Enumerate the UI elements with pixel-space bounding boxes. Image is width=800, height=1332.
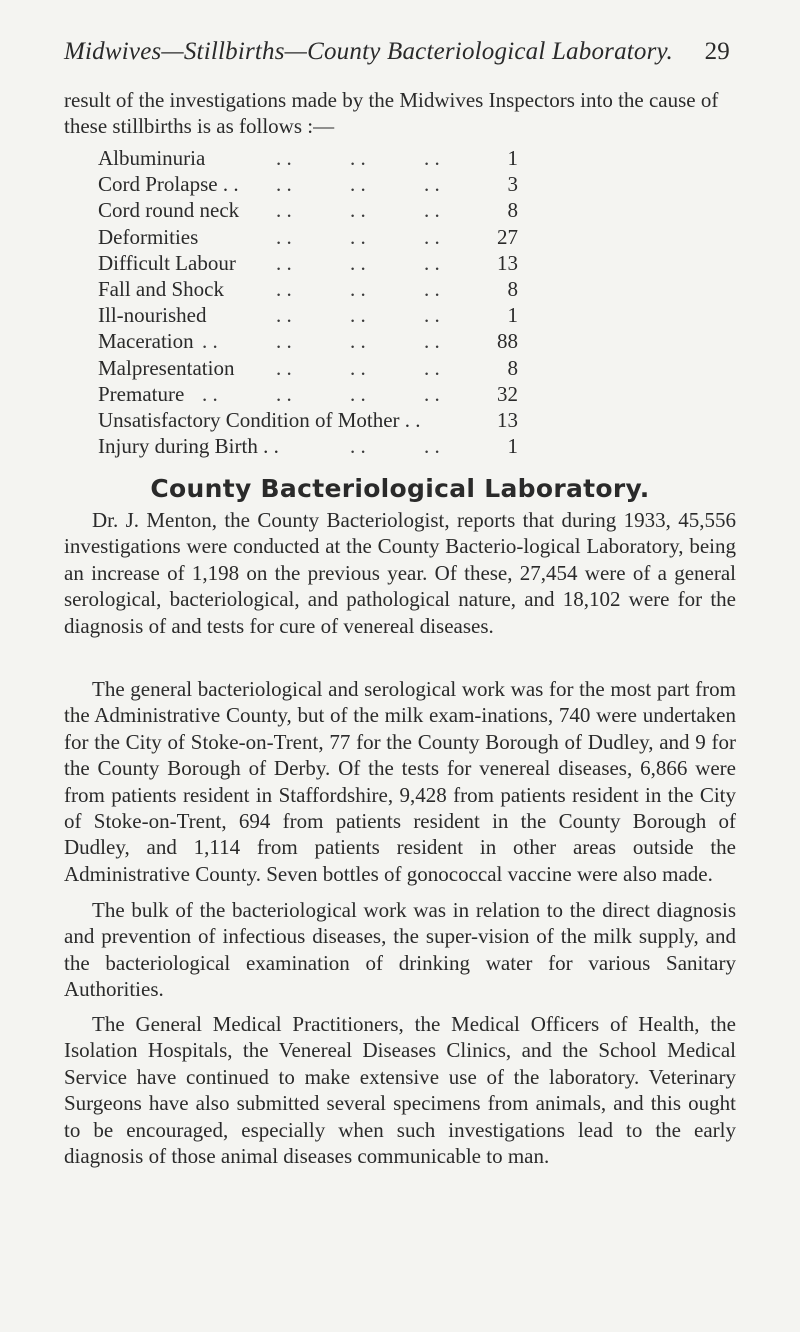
cause-label: Unsatisfactory Condition of Mother . . <box>98 407 421 432</box>
cause-count: 8 <box>507 355 518 380</box>
cause-row: Cord Prolapse . . . . . . . . 3 <box>98 172 518 197</box>
paragraph-general-work: The general bacteriological and serological work was for the most part from the Administrative County, but of the milk exam-inations, 740 were undertaken for the City of Stoke-on-Trent, 77 for the County Borough of Dudley, and 9 for the County Borough of Derby. Of the tests for venereal diseases, 6,866 were from patients resident in Staffordshire, 9,428 from patients resident in the City of Stoke-on-Trent, 694 from patients resident in the County Borough of Dudley, and 1,114 from patients resident in other areas outside the Administrative County. Seven bottles of gonococcal vaccine were also made. <box>64 677 736 886</box>
cause-row: Cord round neck . . . . . . 8 <box>98 198 518 223</box>
cause-count: 27 <box>497 224 518 249</box>
cause-label: Maceration <box>98 329 194 354</box>
cause-label: Albuminuria <box>98 146 206 170</box>
cause-row <box>98 407 518 433</box>
cause-count: 3 <box>507 172 518 197</box>
cause-count: 1 <box>507 146 518 170</box>
cause-row: Difficult Labour . . . . . . 13 <box>98 250 518 275</box>
cause-label: Cord Prolapse . . <box>98 172 239 197</box>
cause-count: 13 <box>497 407 518 432</box>
cause-row: Ill-nourished . . . . . . 1 <box>98 303 518 328</box>
cause-count: 1 <box>507 434 518 459</box>
cause-count: 8 <box>507 276 518 301</box>
stillbirth-causes-list <box>98 145 518 459</box>
cause-count: 88 <box>497 329 518 354</box>
cause-row: Deformities . . . . . . 27 <box>98 224 518 249</box>
paragraph-bulk-work: The bulk of the bacteriological work was in relation to the direct diagnosis and prevention of infectious diseases, the super-vision of the milk supply, and the bacteriological examination of drinking water for various Sanitary Authorities. <box>64 898 736 1002</box>
cause-label: Fall and Shock <box>98 276 224 301</box>
cause-count: 13 <box>497 250 518 275</box>
running-title: Midwives—Stillbirths—County Bacteriological Laboratory. <box>64 38 673 65</box>
cause-count: 32 <box>497 381 518 406</box>
cause-label: Cord round neck <box>98 198 240 223</box>
page-number: 29 <box>704 38 730 65</box>
cause-row: Albuminuria . . . . . . 1 <box>98 146 518 170</box>
cause-row: Premature . . . . . . . . 32 <box>98 381 518 406</box>
cause-label: Injury during Birth . . <box>98 434 279 459</box>
intro-text: result of the investigations made by the Midwives Inspectors into the cause of these stillbirths is as follows :— <box>64 88 719 138</box>
section-heading: County Bacteriological Laboratory. <box>150 474 650 503</box>
cause-label: Difficult Labour <box>98 250 236 275</box>
cause-row: Malpresentation . . . . . . 8 <box>98 355 518 380</box>
cause-count: 1 <box>507 303 518 328</box>
cause-count: 8 <box>507 198 518 223</box>
cause-row: Maceration . . . . . . . . 88 <box>98 329 518 354</box>
cause-label: Deformities <box>98 224 199 249</box>
cause-label: Ill-nourished <box>98 303 207 328</box>
cause-label: Premature <box>98 381 185 406</box>
cause-row: Fall and Shock . . . . . . 8 <box>98 276 518 301</box>
paragraph-practitioners: The General Medical Practitioners, the Medical Officers of Health, the Isolation Hospitals, the Venereal Diseases Clinics, and the School Medical Service have continued to make extensive use of the laboratory. Veterinary Surgeons have also submitted several specimens from animals, and this ought to be encouraged, especially when such investigations lead to the early diagnosis of those animal diseases communicable to man. <box>64 1012 736 1169</box>
paragraph-investigations: Dr. J. Menton, the County Bacteriologist, reports that during 1933, 45,556 investigations were conducted at the County Bacterio-logical Laboratory, being an increase of 1,198 on the previous year. Of these, 27,454 were of a general serological, bacteriological, and pathological nature, and 18,102 were for the diagnosis of and tests for cure of venereal diseases. <box>64 508 736 638</box>
cause-label: Malpresentation <box>98 355 235 380</box>
cause-row: Injury during Birth . . . . . . 1 <box>98 434 518 459</box>
